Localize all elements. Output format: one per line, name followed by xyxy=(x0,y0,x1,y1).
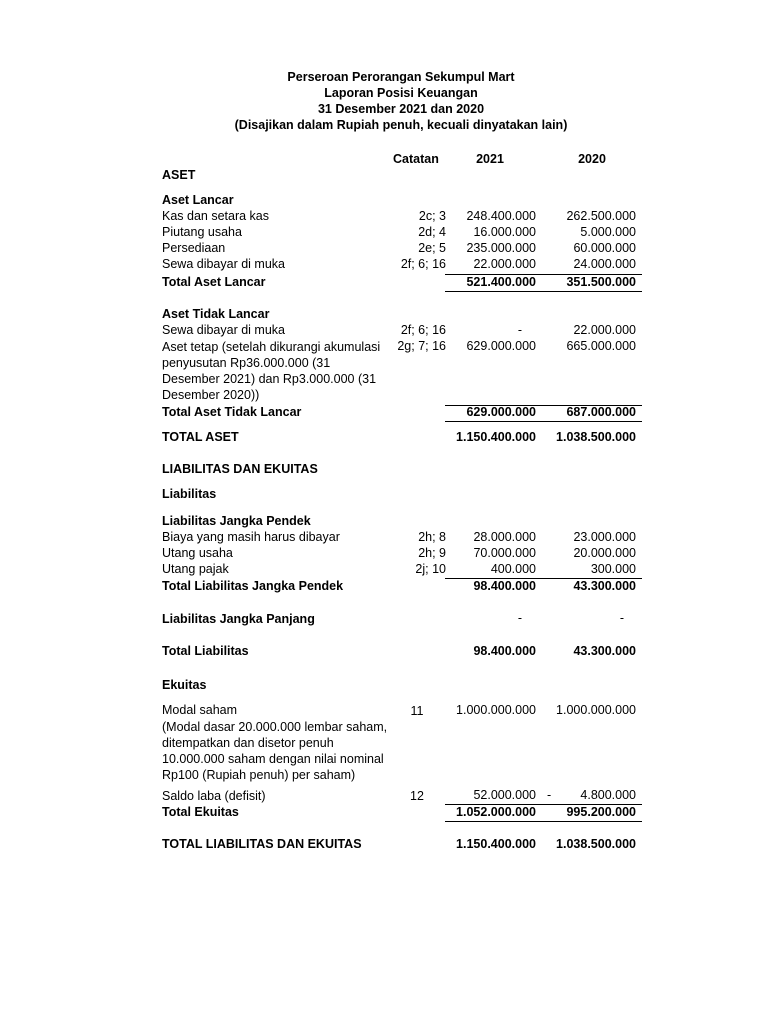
row-value-2021: 400.000 xyxy=(490,562,536,576)
section-long-term-liabilities: Liabilitas Jangka Panjang xyxy=(162,612,315,626)
row-note: 2h; 8 xyxy=(418,530,446,544)
section-liabilities-equity: LIABILITAS DAN EKUITAS xyxy=(162,462,318,476)
row-note: 11 xyxy=(410,704,424,718)
total-assets-2020: 1.038.500.000 xyxy=(556,430,636,444)
row-note: 2g; 7; 16 xyxy=(397,339,446,353)
row-value-2021: 1.000.000.000 xyxy=(456,703,536,717)
row-value-2020: 4.800.000 xyxy=(580,788,636,802)
row-label: Persediaan xyxy=(162,241,226,255)
total-short-term-2020: 43.300.000 xyxy=(573,579,636,593)
row-note: 2f; 6; 16 xyxy=(400,257,446,271)
row-value-2020: 665.000.000 xyxy=(566,339,636,353)
report-note: (Disajikan dalam Rupiah penuh, kecuali dinyatakan lain) xyxy=(234,118,568,132)
row-value-2021: - xyxy=(517,323,523,337)
report-title: Laporan Posisi Keuangan xyxy=(324,86,478,100)
negative-sign: - xyxy=(547,788,552,802)
total-liabilities-equity-2020: 1.038.500.000 xyxy=(556,837,636,851)
row-note: 2f; 6; 16 xyxy=(400,323,446,337)
row-value-2020: 262.500.000 xyxy=(566,209,636,223)
row-note: 2j; 10 xyxy=(415,562,446,576)
company-name: Perseroan Perorangan Sekumpul Mart xyxy=(287,70,515,84)
row-value-2020: 20.000.000 xyxy=(573,546,636,560)
share-capital-detail: (Modal dasar 20.000.000 lembar saham, ditempatkan dan disetor penuh 10.000.000 saham dengan nilai nominal Rp100 (Rupiah penuh) per saham) xyxy=(162,720,388,782)
section-liabilities: Liabilitas xyxy=(162,487,217,501)
report-date: 31 Desember 2021 dan 2020 xyxy=(317,102,485,116)
section-assets: ASET xyxy=(162,168,196,182)
section-short-term-liabilities: Liabilitas Jangka Pendek xyxy=(162,514,311,528)
row-value-2021: 248.400.000 xyxy=(466,209,536,223)
total-noncurrent-assets-label: Total Aset Tidak Lancar xyxy=(162,405,302,419)
section-current-assets: Aset Lancar xyxy=(162,193,234,207)
row-value-2021: 28.000.000 xyxy=(473,530,536,544)
total-assets-2021: 1.150.400.000 xyxy=(456,430,536,444)
row-label-share-capital: Modal saham xyxy=(162,703,238,717)
long-term-2021: - xyxy=(517,611,523,625)
row-value-2020: 24.000.000 xyxy=(573,257,636,271)
column-2020: 2020 xyxy=(578,152,606,166)
row-value-2020: 1.000.000.000 xyxy=(556,703,636,717)
row-value-2021: 70.000.000 xyxy=(473,546,536,560)
row-note: 2e; 5 xyxy=(418,241,446,255)
total-rule xyxy=(445,421,642,422)
total-assets-label: TOTAL ASET xyxy=(162,430,239,444)
row-value-2021: 629.000.000 xyxy=(466,339,536,353)
total-short-term-label: Total Liabilitas Jangka Pendek xyxy=(162,579,344,593)
row-label: Saldo laba (defisit) xyxy=(162,789,266,803)
row-label: Piutang usaha xyxy=(162,225,242,239)
total-rule xyxy=(445,291,642,292)
row-note: 2d; 4 xyxy=(418,225,446,239)
row-label: Utang pajak xyxy=(162,562,229,576)
total-equity-2020: 995.200.000 xyxy=(566,805,636,819)
row-note: 12 xyxy=(410,789,424,803)
total-rule xyxy=(445,821,642,822)
total-noncurrent-assets-2020: 687.000.000 xyxy=(566,405,636,419)
total-liabilities-label: Total Liabilitas xyxy=(162,644,249,658)
long-term-2020: - xyxy=(619,611,625,625)
row-value-2021: 16.000.000 xyxy=(473,225,536,239)
row-value-2020: 300.000 xyxy=(590,562,636,576)
total-noncurrent-assets-2021: 629.000.000 xyxy=(466,405,536,419)
total-current-assets-2021: 521.400.000 xyxy=(466,275,536,289)
row-label: Sewa dibayar di muka xyxy=(162,323,285,337)
row-value-2021: 22.000.000 xyxy=(473,257,536,271)
total-short-term-2021: 98.400.000 xyxy=(473,579,536,593)
section-equity: Ekuitas xyxy=(162,678,207,692)
row-label: Kas dan setara kas xyxy=(162,209,270,223)
total-current-assets-label: Total Aset Lancar xyxy=(162,275,266,289)
total-liabilities-equity-2021: 1.150.400.000 xyxy=(456,837,536,851)
row-value-2021: 52.000.000 xyxy=(473,788,536,802)
total-current-assets-2020: 351.500.000 xyxy=(566,275,636,289)
total-equity-2021: 1.052.000.000 xyxy=(456,805,536,819)
section-noncurrent-assets: Aset Tidak Lancar xyxy=(162,307,270,321)
row-note: 2c; 3 xyxy=(418,209,446,223)
row-label-fixed-assets: Aset tetap (setelah dikurangi akumulasi penyusutan Rp36.000.000 (31 Desember 2021) dan Rp3.000.000 (31 Desember 2020)) xyxy=(162,340,381,402)
total-liabilities-2021: 98.400.000 xyxy=(473,644,536,658)
row-value-2021: 235.000.000 xyxy=(466,241,536,255)
row-value-2020: 5.000.000 xyxy=(580,225,636,239)
row-note: 2h; 9 xyxy=(418,546,446,560)
total-equity-label: Total Ekuitas xyxy=(162,805,239,819)
column-2021: 2021 xyxy=(476,152,504,166)
total-liabilities-equity-label: TOTAL LIABILITAS DAN EKUITAS xyxy=(162,837,362,851)
row-value-2020: 60.000.000 xyxy=(573,241,636,255)
column-notes: Catatan xyxy=(393,152,439,166)
row-label: Utang usaha xyxy=(162,546,233,560)
row-label: Biaya yang masih harus dibayar xyxy=(162,530,340,544)
total-liabilities-2020: 43.300.000 xyxy=(573,644,636,658)
row-label: Sewa dibayar di muka xyxy=(162,257,285,271)
row-value-2020: 23.000.000 xyxy=(573,530,636,544)
row-value-2020: 22.000.000 xyxy=(573,323,636,337)
